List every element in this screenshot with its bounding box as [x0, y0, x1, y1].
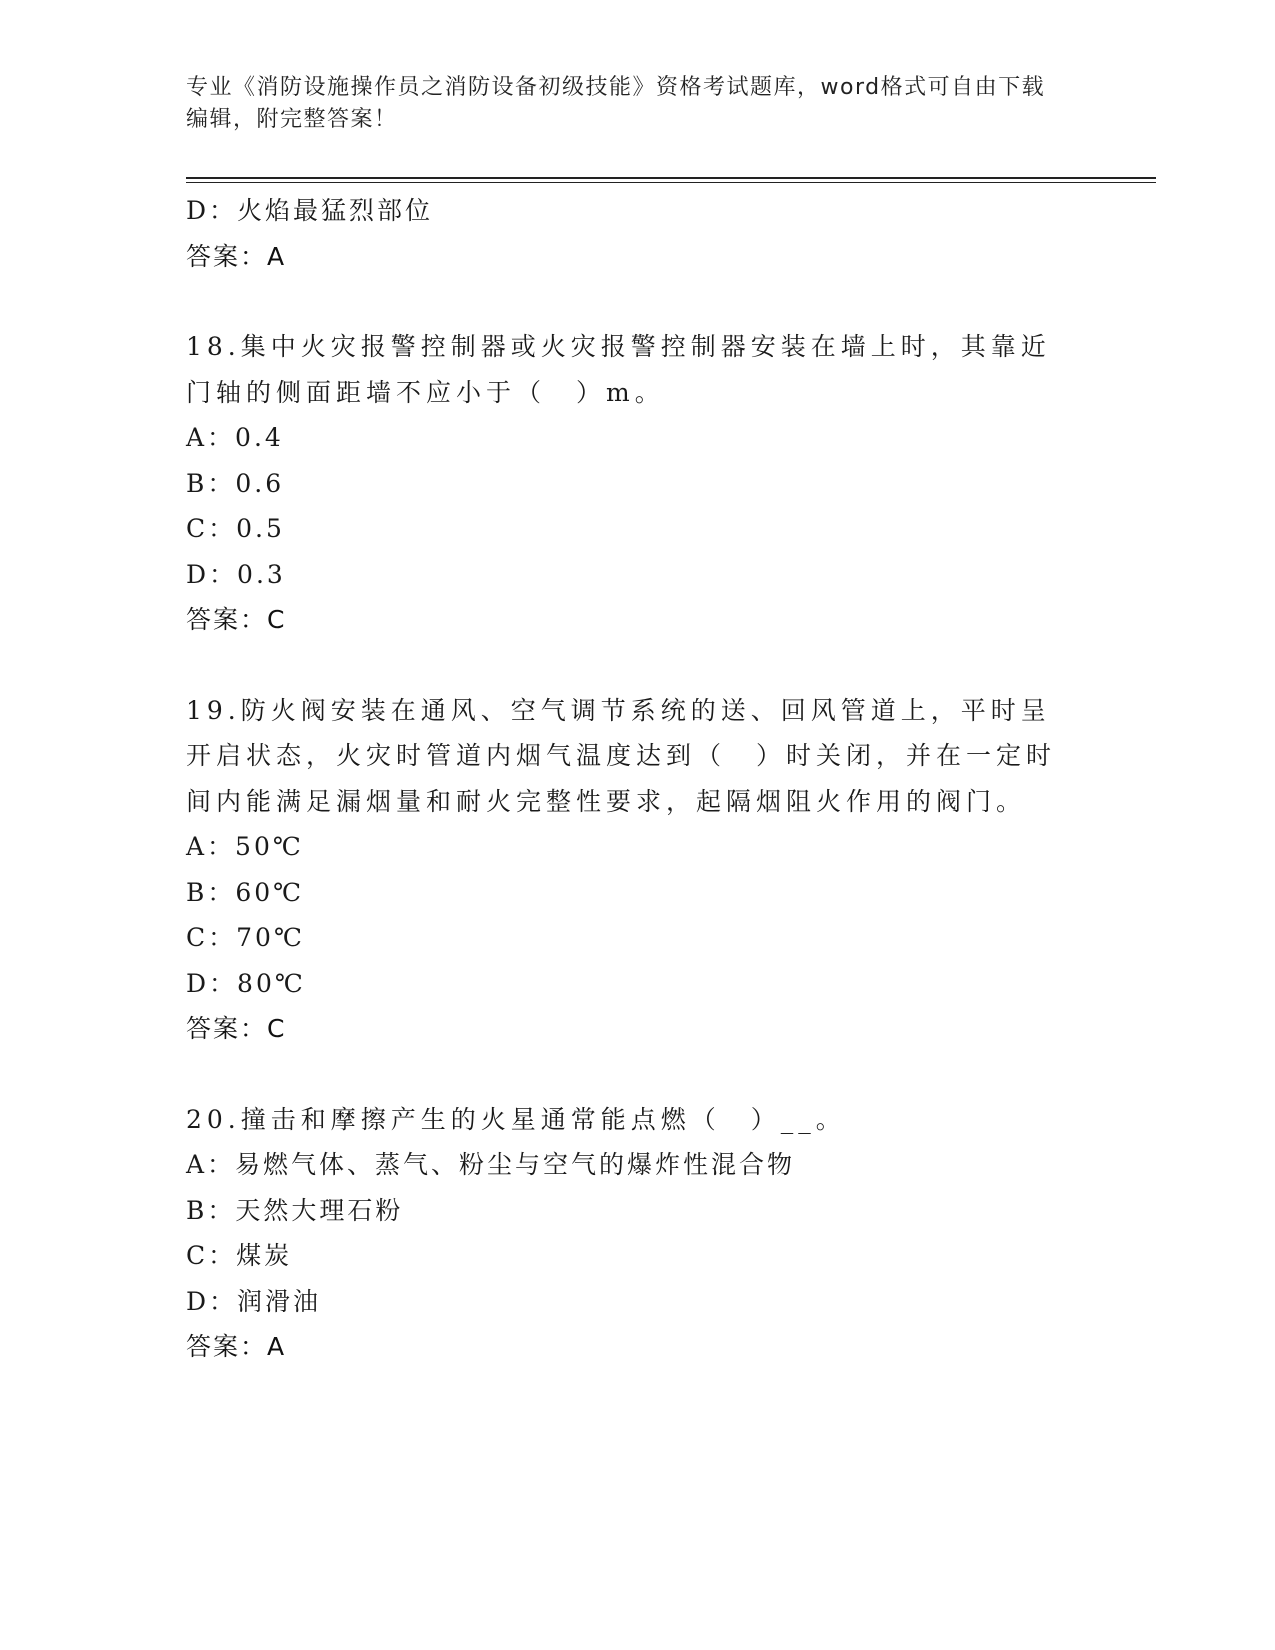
question-stem: 18.集中火灾报警控制器或火灾报警控制器安装在墙上时，其靠近门轴的侧面距墙不应小于（ ）m。: [186, 332, 1051, 407]
question-18: [186, 324, 1086, 643]
page-header: 专业《消防设施操作员之消防设备初级技能》资格考试题库，word格式可自由下载编辑，附完整答案！: [186, 75, 1046, 132]
header-divider-thin: [186, 182, 1156, 183]
option-a: A：50℃: [186, 832, 304, 861]
answer: 答案：C: [186, 605, 287, 634]
answer: 答案：C: [186, 1014, 287, 1043]
option-b: B：60℃: [186, 877, 305, 907]
question-19: [186, 688, 1086, 1052]
option-d: D：0.3: [186, 559, 286, 589]
question-stem: 19.防火阀安装在通风、空气调节系统的送、回风管道上，平时呈开启状态，火灾时管道内烟气温度达到（ ）时关闭，并在一定时间内能满足漏烟量和耐火完整性要求，起隔烟阻火作用的阀门。: [186, 695, 1057, 816]
option-d: D：80℃: [186, 968, 306, 998]
answer: 答案：A: [186, 1332, 287, 1361]
option-b: B：0.6: [186, 468, 285, 498]
question-20: [186, 1097, 1086, 1370]
question-stem: 20.撞击和摩擦产生的火星通常能点燃（ ）__。: [186, 1104, 846, 1134]
prev-answer: 答案：A: [186, 241, 287, 271]
header-divider-thick: [186, 177, 1156, 179]
option-a: A：易燃气体、蒸气、粉尘与空气的爆炸性混合物: [186, 1150, 796, 1179]
option-a: A：0.4: [186, 423, 284, 452]
document-body: [186, 188, 1086, 1370]
option-c: C：70℃: [186, 923, 305, 952]
prev-option-d: D：火焰最猛烈部位: [186, 196, 434, 225]
option-d: D：润滑油: [186, 1286, 322, 1316]
option-b: B：天然大理石粉: [186, 1195, 404, 1225]
option-c: C：0.5: [186, 514, 285, 543]
option-c: C：煤炭: [186, 1241, 293, 1270]
